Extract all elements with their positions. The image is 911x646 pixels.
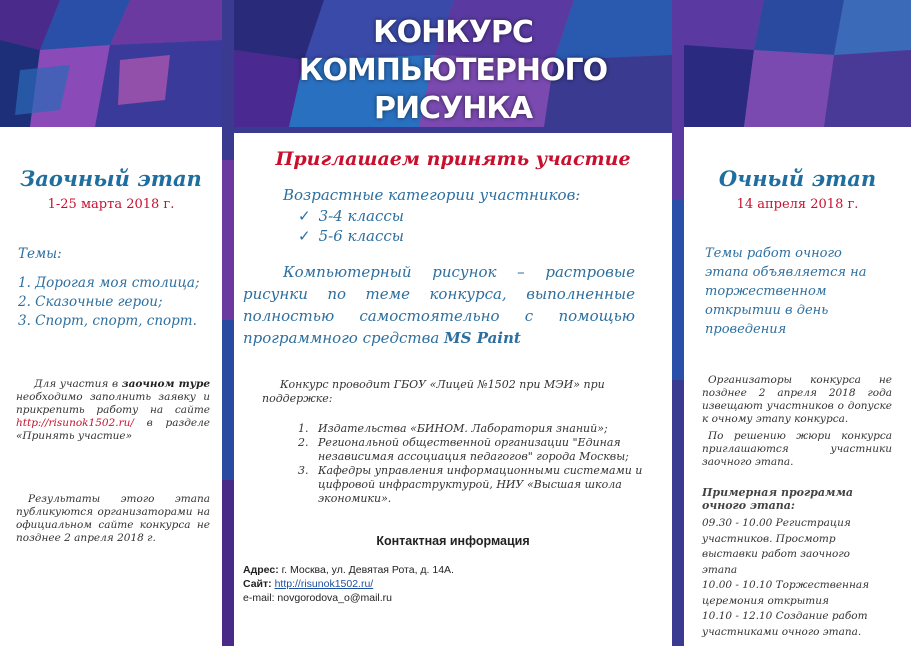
notice-invitation: По решению жюри конкурса приглашаются участники заочного этапа.: [702, 430, 892, 468]
site-link[interactable]: http://risunok1502.ru/: [274, 578, 374, 590]
correspondence-stage-date: 1-25 марта 2018 г.: [47, 197, 175, 212]
check-icon: ✓: [298, 207, 311, 225]
topic-item: 3. Спорт, спорт, спорт.: [18, 313, 197, 329]
list-item: 3. Кафедры управления информационными системами и цифровой инфраструктурой, НИУ «Высшая школа экономики».: [298, 464, 643, 505]
program-item: 10.10 - 12.10 Создание работ участниками очного этапа.: [702, 610, 868, 638]
participation-link[interactable]: http://risunok1502.ru/: [16, 417, 134, 429]
topics-list: [18, 274, 218, 331]
age-categories-title: Возрастные категории участников:: [283, 186, 581, 204]
topics-label: Темы:: [18, 246, 62, 262]
list-item: ✓ 5-6 классы: [298, 227, 404, 245]
background-left-banner: [0, 0, 222, 127]
program-item: 10.00 - 10.10 Торжественная церемония открытия: [702, 579, 870, 607]
support-intro: Конкурс проводит ГБОУ «Лицей №1502 при МЭИ» при поддержке:: [262, 378, 605, 405]
list-item: ✓ 3-4 классы: [298, 207, 404, 225]
correspondence-stage-title: Заочный этап: [20, 166, 202, 191]
background-right-banner: [684, 0, 911, 127]
support-list: [298, 422, 658, 506]
topic-item: 1. Дорогая моя столица;: [18, 275, 200, 291]
results-text: Результаты этого этапа публикуются организаторами на официальном сайте конкурса не позднее 2 апреля 2018 г.: [16, 493, 210, 544]
list-item: 2. Региональной общественной организации "Единая независимая ассоциация педагогов" города Москвы;: [298, 436, 629, 463]
contact-address: Адрес: г. Москва, ул. Девятая Рота, д. 14А.: [243, 564, 454, 576]
in-person-stage-title: Очный этап: [718, 166, 877, 191]
page-title-line2: РИСУНКА: [373, 91, 533, 126]
program-list: [702, 516, 872, 640]
age-categories-list: [298, 206, 404, 246]
list-item: 1. Издательства «БИНОМ. Лаборатория знаний»;: [298, 422, 608, 435]
in-person-topics: Темы работ очного этапа объявляется на торжественном открытии в день проведения: [705, 246, 867, 337]
email-value[interactable]: novgorodova_o@mail.ru: [274, 592, 392, 604]
in-person-stage-date: 14 апреля 2018 г.: [736, 197, 859, 212]
background-strip-left: [222, 0, 234, 646]
check-icon: ✓: [298, 227, 311, 245]
contact-email: e-mail: novgorodova_o@mail.ru: [243, 592, 392, 604]
participation-bold: заочном туре: [121, 378, 210, 390]
program-item: 09.30 - 10.00 Регистрация участников. Просмотр выставки работ заочного этапа: [702, 517, 851, 576]
program-title: Примерная программа очного этапа:: [702, 486, 854, 512]
ms-paint-label: MS Paint: [444, 329, 521, 347]
page-title: [234, 0, 672, 128]
contact-site: Сайт: http://risunok1502.ru/: [243, 578, 374, 590]
topic-item: 2. Сказочные герои;: [18, 294, 163, 310]
contacts-heading: Контактная информация: [376, 534, 530, 548]
notice-admission: Организаторы конкурса не позднее 2 апреля 2018 года извещают участников о допуске к очному этапу конкурса.: [702, 374, 892, 425]
background-strip-right: [672, 0, 684, 646]
participation-text: Для участия в заочном туре необходимо заполнить заявку и прикрепить работу на сайте http://risunok1502.ru/ в разделе «Принять участие»: [16, 378, 210, 442]
page-title-line1: КОНКУРС КОМПЬЮТЕРНОГО: [298, 15, 608, 88]
description-text: Компьютерный рисунок – растровые рисунки по теме конкурса, выполненные полностью самостоятельно с помощью программного средства MS Paint: [243, 263, 635, 347]
invite-heading: Приглашаем принять участие: [275, 148, 631, 170]
